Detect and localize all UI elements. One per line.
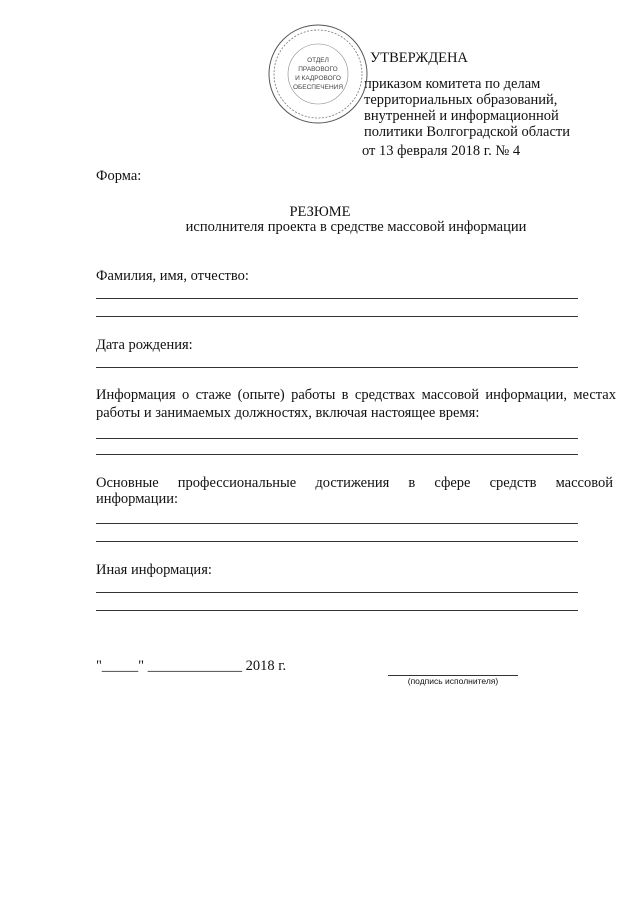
stamp-text-1: ОТДЕЛ <box>307 57 329 64</box>
document-title: РЕЗЮМЕ <box>289 204 351 220</box>
achievements-label-1: Основные профессиональные достижения в сфере средств массовой <box>96 475 613 491</box>
experience-label-2: работы и занимаемых должностях, включая настоящее время: <box>96 405 480 421</box>
birth-date-label: Дата рождения: <box>96 337 193 353</box>
signature-date: "_____" _____________ 2018 г. <box>96 658 287 674</box>
approval-line-4: политики Волгоградской области <box>364 124 571 140</box>
other-info-label: Иная информация: <box>96 562 212 578</box>
approval-line-2: территориальных образований, <box>364 92 558 108</box>
fio-label: Фамилия, имя, отчество: <box>96 268 249 284</box>
approval-title: УТВЕРЖДЕНА <box>370 50 468 66</box>
official-stamp <box>266 22 370 126</box>
stamp-text-3: И КАДРОВОГО <box>295 75 341 82</box>
achievements-line-2[interactable] <box>96 541 578 542</box>
fio-line-2[interactable] <box>96 316 578 317</box>
fio-line-1[interactable] <box>96 298 578 299</box>
birth-date-line[interactable] <box>96 367 578 368</box>
achievements-line-1[interactable] <box>96 523 578 524</box>
form-label: Форма: <box>96 168 142 184</box>
stamp-text-2: ПРАВОВОГО <box>298 66 338 73</box>
document-subtitle: исполнителя проекта в средстве массовой информации <box>185 219 527 235</box>
approval-date: от 13 февраля 2018 г. № 4 <box>362 143 521 159</box>
experience-line-2[interactable] <box>96 454 578 455</box>
achievements-label-2: информации: <box>96 491 179 507</box>
other-info-line-2[interactable] <box>96 610 578 611</box>
experience-label-1: Информация о стаже (опыте) работы в средствах массовой информации, местах <box>96 387 616 403</box>
other-info-line-1[interactable] <box>96 592 578 593</box>
approval-line-3: внутренней и информационной <box>364 108 559 124</box>
stamp-text-4: ОБЕСПЕЧЕНИЯ <box>292 84 344 91</box>
approval-line-1: приказом комитета по делам <box>364 76 541 92</box>
experience-line-1[interactable] <box>96 438 578 439</box>
signature-caption: (подпись исполнителя) <box>407 676 499 686</box>
